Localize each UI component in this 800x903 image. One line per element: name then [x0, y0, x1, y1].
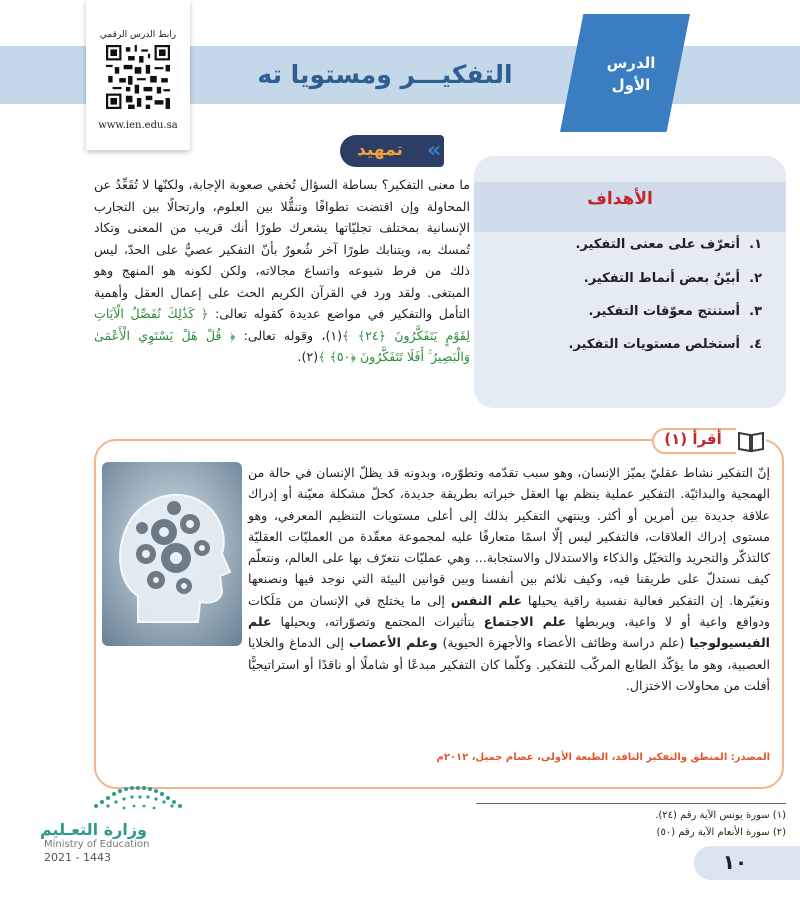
- qr-url-link[interactable]: www.ien.edu.sa: [98, 120, 178, 131]
- goal-text: أبيّنُ بعض أنماط التفكير.: [583, 271, 740, 286]
- open-book-icon: [736, 428, 766, 454]
- reading-label: أقرأ (١): [664, 430, 722, 448]
- goal-item: [500, 304, 762, 319]
- footnote-ref-1: (١): [325, 327, 343, 343]
- reading-paragraph: [118, 462, 770, 696]
- intro-label: تمهيد: [357, 140, 403, 160]
- ministry-name-english: Ministry of Education: [44, 839, 150, 850]
- term-sociology: علم الاجتماع: [483, 614, 567, 630]
- term-physiology: علم الفيسيولوجيا: [248, 614, 770, 651]
- reading-text-2: إلى ما يختلج في الإنسان من مَلَكات ودوافع واعية أو لا واعية، ويربطها: [248, 592, 770, 630]
- goal-text: أستخلص مستويات التفكير.: [568, 337, 740, 352]
- quran-verse-1: ﴿ كَذَٰلِكَ نُفَصِّلُ الْآيَاتِ لِقَوْمٍ يَتَفَكَّرُونَ ﴿٢٤﴾ ﴾: [94, 306, 470, 343]
- goal-item: [500, 271, 762, 286]
- reading-source: المصدر: المنطق والتفكير الناقد، الطبعة الأولى، عصام جميل، ٢٠١٢م: [436, 752, 770, 763]
- goal-text: أتعرّف على معنى التفكير.: [575, 237, 740, 252]
- lesson-title: التفكيـــر ومستويا ته: [257, 60, 513, 89]
- image-float-space: [118, 462, 248, 658]
- goal-number: ١.: [749, 237, 762, 252]
- intro-text-start: ما معنى التفكير؟ بساطة السؤال تُخفي صعوبة الإجابة، ولكنّها لا تُقَعِّدُ عن المحاولة وإن اقتضت تطوافًا وتنقُّلا بين العلوم، وارتحالًا بين التجارب الإنسانية بمختلف تجليّاتها يشعرك طورًا أنك قريب من المعنى وتكاد تُمسك به، ويتنابك طورًا آخر شُعورٌ بأنّ التفكير عصيٌّ على الحدّ، ليس ذلك من فرط شيوعه واتساع مجالاته، ولكن لكونه هو المنهج وهو المبتغى. ولقد ورد في القرآن الكريم الحث على إعمال العقل وأهمية التأمل والتفكير في مواضع عديدة كقوله تعالى:: [94, 177, 470, 321]
- ministry-name-arabic: وزارة التعـليم: [40, 820, 147, 839]
- chevron-left-icon: «: [427, 138, 442, 163]
- footnote-ref-2: (٢).: [297, 349, 319, 364]
- digital-lesson-card[interactable]: [86, 0, 190, 150]
- goal-number: ٤.: [749, 337, 762, 352]
- footnote-item: (٢) سورة الأنعام الآية رقم (٥٠): [656, 827, 786, 838]
- qr-caption: رابط الدرس الرقمي: [99, 30, 177, 40]
- qr-code-icon[interactable]: [106, 45, 170, 109]
- page-number: ١٠: [722, 850, 748, 874]
- goal-number: ٣.: [749, 304, 762, 319]
- goal-item: [500, 337, 762, 352]
- lesson-number-label: الدرس الأول: [606, 54, 656, 94]
- goals-title: الأهداف: [587, 189, 653, 209]
- reading-text-4: (علم دراسة وظائف الأعضاء والأجهزة الحيوية): [437, 635, 690, 651]
- quran-verse-2: ﴿ قُلْ هَلْ يَسْتَوِي الْأَعْمَىٰ وَالْبَصِيرُ ۚ أَفَلَا تَتَفَكَّرُونَ ﴿٥٠﴾ ﴾: [94, 327, 470, 364]
- ministry-logo-icon: [88, 780, 188, 814]
- term-neuroscience: وعلم الأعصاب: [348, 635, 438, 651]
- footnote-item: (١) سورة يونس الآية رقم (٢٤).: [655, 810, 786, 821]
- reading-text-1: إنّ التفكير نشاط عقليّ يميّز الإنسان، وهو سبب تقدّمه وتطوّره، وبدونه قد يظلّ الإنسان في حالة من الهمجية والبدائيّة. التفكير عملية ينظم بها العقل خبراته بطريقة جديدة، كحلّ مشكلة معيّنة أو إدراك علاقة جديدة بين أمرين أو أكثر. وينتهي التفكير بذلك إلى أعلى مستويات التنظيم المعرفي، وهو مستوى إدراك العلاقات، فالتفكير ليس إلّا اسمًا متعارفًا عليه لمجموعة معقّدة من العمليّات العقليّة كالتذكّر والتجريد والتخيّل والذكاء والاستدلال والاستجابة... وهي عمليّات نتعرّف بها على العالم، ونتعلّم كيف نستدلّ على طريقنا فيه، وكيف نلائم بين أنفسنا وبين قوانين البيئة التي نوجد فيها ونصنعها ونغيّرها. إن التفكير فعالية نفسية راقية يحيلها: [248, 465, 770, 608]
- footnote-divider: [476, 803, 786, 804]
- goal-number: ٢.: [749, 271, 762, 286]
- edition-year: 2021 - 1443: [44, 851, 111, 864]
- reading-text-3: بتأثيرات المجتمع وتصوّراته، ويحيلها: [271, 614, 484, 630]
- intro-text-middle: ، وقوله تعالى:: [235, 327, 326, 343]
- goal-text: أستنتج معوّقات التفكير.: [588, 304, 740, 319]
- term-psychology: علم النفس: [450, 592, 522, 608]
- intro-paragraph: [94, 174, 470, 368]
- goal-item: [500, 237, 762, 252]
- reading-text-5: إلى الدماغ والخلايا العصبية، وهو ما يؤكّد الطابع المركّب للتفكير. وكلّما كان التفكير مبدعًا أو شاملًا أو ناقدًا أو استراتيجيًّا أفلت من محاولات الاختزال.: [248, 635, 770, 693]
